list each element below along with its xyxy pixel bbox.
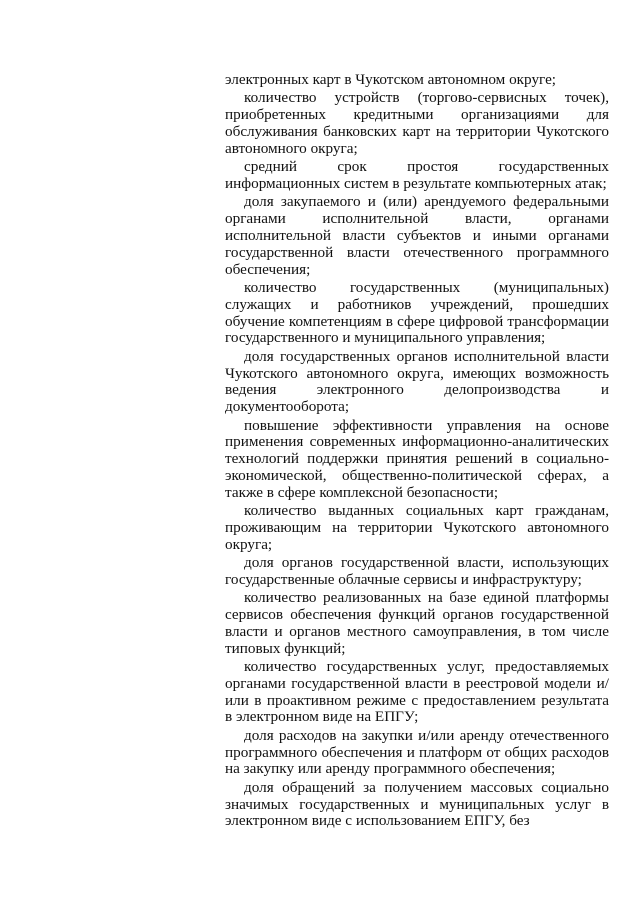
paragraph: средний срок простоя государственных информационных систем в результате компьютерных атак; [225, 158, 609, 192]
paragraph: доля расходов на закупки и/или аренду отечественного программного обеспечения и платформ от общих расходов на закупку или аренду программного обеспечения; [225, 726, 609, 778]
paragraph: доля обращений за получением массовых социально значимых государственных и муниципальных услуг в электронном виде с использованием ЕПГУ, без [225, 778, 609, 830]
document-body [225, 72, 609, 832]
paragraph: доля государственных органов исполнительной власти Чукотского автономного округа, имеющих возможность ведения электронного делопроизводства и документооборота; [225, 347, 609, 416]
paragraph: количество выданных социальных карт гражданам, проживающим на территории Чукотского автономного округа; [225, 502, 609, 553]
paragraph: доля органов государственной власти, использующих государственные облачные сервисы и инфраструктуру; [225, 554, 609, 588]
paragraph: доля закупаемого и (или) арендуемого федеральными органами исполнительной власти, органами исполнительной власти субъектов и иными органами государственной власти отечественного программного обеспечения; [225, 193, 609, 278]
paragraph: количество государственных услуг, предоставляемых органами государственной власти в реестровой модели и/или в проактивном режиме с предоставлением результата в электронном виде на ЕПГУ; [225, 658, 609, 726]
paragraph: электронных карт в Чукотском автономном округе; [225, 71, 557, 88]
paragraph: количество реализованных на базе единой платформы сервисов обеспечения функций органов государственной власти и органов местного самоуправления, в том числе типовых функций; [225, 589, 609, 657]
paragraph: повышение эффективности управления на основе применения современных информационно-аналитических технологий поддержки принятия решений в социально-экономической, общественно-политической сферах, а также в сфере комплексной безопасности; [225, 416, 609, 501]
paragraph: количество устройств (торгово-сервисных точек), приобретенных кредитными организациями для обслуживания банковских карт на территории Чукотского автономного округа; [225, 89, 609, 157]
paragraph: количество государственных (муниципальных) служащих и работников учреждений, прошедших обучение компетенциям в сфере цифровой трансформации государственного и муниципального управления; [225, 278, 609, 347]
